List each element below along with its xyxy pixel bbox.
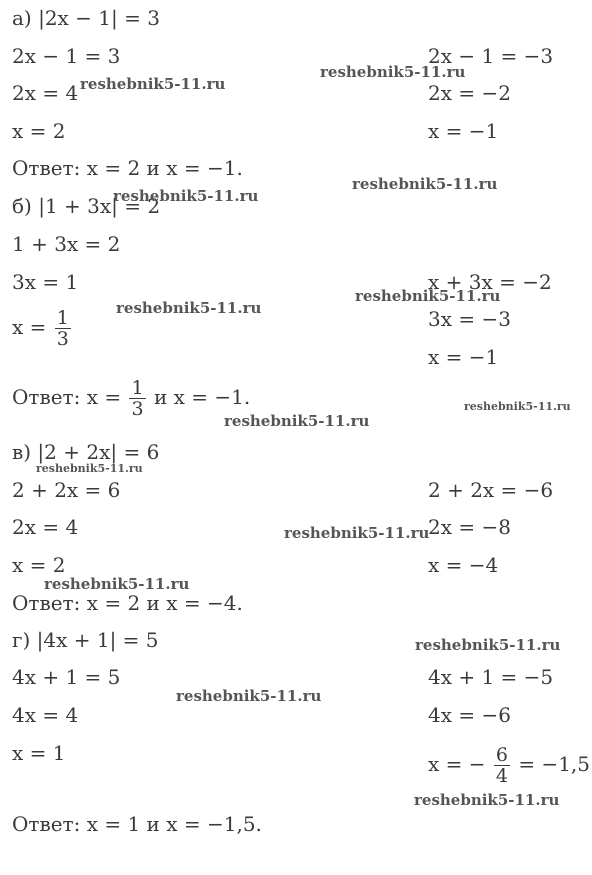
part-a-left-line-3: x = 2 [12, 119, 66, 143]
part-a-right-line-2: 2x = −2 [428, 81, 511, 105]
part-b-answer-suffix: и x = −1. [153, 385, 251, 409]
watermark: reshebnik5-11.ru [415, 636, 561, 654]
part-d-right-frac-suffix: = −1,5 [518, 752, 591, 776]
watermark: reshebnik5-11.ru [224, 412, 370, 430]
watermark: reshebnik5-11.ru [464, 400, 571, 413]
part-a-right-line-3: x = −1 [428, 119, 499, 143]
part-b-answer-fraction [129, 378, 145, 419]
part-c-answer: Ответ: x = 2 и x = −4. [12, 591, 243, 615]
part-b-left-fraction-line [12, 308, 73, 349]
part-d-right-fraction-line [428, 745, 590, 786]
fraction-numerator: 6 [495, 744, 508, 766]
watermark: reshebnik5-11.ru [113, 187, 259, 205]
watermark: reshebnik5-11.ru [284, 524, 430, 542]
part-a-title: а) |2x − 1| = 3 [12, 6, 160, 30]
part-d-right-line-1: 4x + 1 = −5 [428, 665, 554, 689]
part-c-right-line-3: x = −4 [428, 553, 499, 577]
watermark: reshebnik5-11.ru [176, 687, 322, 705]
fraction-numerator: 1 [131, 377, 144, 399]
watermark: reshebnik5-11.ru [36, 462, 143, 475]
watermark: reshebnik5-11.ru [414, 791, 560, 809]
part-d-right-fraction [494, 745, 510, 786]
part-c-title: в) |2 + 2x| = 6 [12, 440, 160, 464]
part-d-right-frac-prefix: x = − [428, 752, 486, 776]
part-c-left-line-1: 2 + 2x = 6 [12, 478, 121, 502]
part-b-right-line-1: x + 3x = −2 [428, 270, 552, 294]
fraction-denominator: 3 [56, 328, 69, 350]
watermark: reshebnik5-11.ru [44, 575, 190, 593]
part-b-left-line-1: 1 + 3x = 2 [12, 232, 121, 256]
watermark: reshebnik5-11.ru [80, 75, 226, 93]
fraction-denominator: 4 [495, 765, 508, 787]
part-b-left-frac-prefix: x = [12, 315, 47, 339]
part-b-left-fraction [55, 308, 71, 349]
watermark: reshebnik5-11.ru [355, 287, 501, 305]
part-b-right-line-3: x = −1 [428, 345, 499, 369]
part-d-left-line-3: x = 1 [12, 741, 66, 765]
part-b-right-line-2: 3x = −3 [428, 307, 511, 331]
part-c-right-line-1: 2 + 2x = −6 [428, 478, 554, 502]
part-a-left-line-2: 2x = 4 [12, 81, 79, 105]
part-b-left-line-2: 3x = 1 [12, 270, 79, 294]
part-b-answer-prefix: Ответ: x = [12, 385, 122, 409]
part-d-right-line-2: 4x = −6 [428, 703, 511, 727]
part-c-left-line-3: x = 2 [12, 553, 66, 577]
part-b-answer [12, 378, 250, 419]
part-d-left-line-2: 4x = 4 [12, 703, 79, 727]
part-c-right-line-2: 2x = −8 [428, 515, 511, 539]
part-a-left-line-1: 2x − 1 = 3 [12, 44, 121, 68]
watermark: reshebnik5-11.ru [116, 299, 262, 317]
part-c-left-line-2: 2x = 4 [12, 515, 79, 539]
fraction-numerator: 1 [56, 307, 69, 329]
watermark: reshebnik5-11.ru [352, 175, 498, 193]
part-a-answer: Ответ: x = 2 и x = −1. [12, 156, 243, 180]
part-b-title: б) |1 + 3x| = 2 [12, 194, 161, 218]
watermark: reshebnik5-11.ru [320, 63, 466, 81]
part-d-answer: Ответ: x = 1 и x = −1,5. [12, 812, 262, 836]
fraction-denominator: 3 [131, 398, 144, 420]
part-d-left-line-1: 4x + 1 = 5 [12, 665, 121, 689]
part-a-right-line-1: 2x − 1 = −3 [428, 44, 554, 68]
part-d-title: г) |4x + 1| = 5 [12, 628, 159, 652]
